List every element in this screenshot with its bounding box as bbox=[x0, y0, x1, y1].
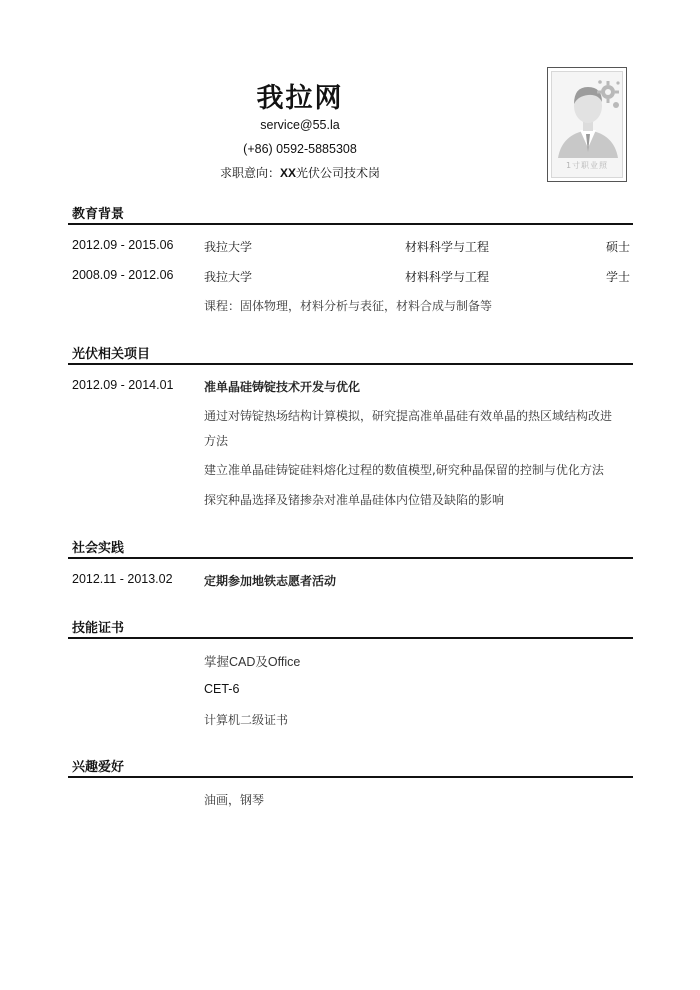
education-dates: 2012.09 - 2015.06 bbox=[72, 238, 174, 252]
phone-text: (+86) 0592-5885308 bbox=[243, 142, 357, 156]
section-title-social-practice: 社会实践 bbox=[72, 541, 125, 556]
section-divider bbox=[68, 776, 633, 778]
project-dates: 2012.09 - 2014.01 bbox=[72, 378, 174, 392]
education-degree: 学士 bbox=[605, 270, 630, 284]
photo-placeholder bbox=[551, 71, 623, 178]
objective-company: XX bbox=[279, 166, 296, 180]
job-objective bbox=[150, 164, 450, 181]
project-detail-line: 方法 bbox=[204, 434, 229, 448]
resume-header bbox=[0, 0, 700, 200]
education-dates: 2008.09 - 2012.06 bbox=[72, 268, 174, 282]
profile-photo bbox=[547, 67, 627, 182]
photo-caption: 1寸职业照 bbox=[565, 161, 609, 170]
section-divider bbox=[68, 557, 633, 559]
section-title-projects: 光伏相关项目 bbox=[72, 347, 151, 362]
section-title-education: 教育背景 bbox=[72, 207, 125, 222]
project-detail-line: 通过对铸锭热场结构计算模拟，研究提高准单晶硅有效单晶的热区域结构改进 bbox=[204, 409, 613, 423]
email-text: service@55.la bbox=[260, 118, 340, 132]
section-divider bbox=[68, 637, 633, 639]
objective-role: 光伏公司技术岗 bbox=[296, 166, 381, 180]
skill-item: 掌握CAD及Office bbox=[204, 655, 301, 669]
education-school: 我拉大学 bbox=[204, 240, 253, 254]
objective-label: 求职意向： bbox=[219, 166, 280, 180]
section-divider bbox=[68, 363, 633, 365]
hobbies-text: 油画，钢琴 bbox=[204, 793, 265, 807]
section-divider bbox=[68, 223, 633, 225]
project-detail-line: 建立准单晶硅铸锭硅料熔化过程的数值模型,研究种晶保留的控制与优化方法 bbox=[204, 463, 604, 477]
education-major: 材料科学与工程 bbox=[405, 240, 490, 254]
section-title-skills: 技能证书 bbox=[72, 621, 125, 636]
social-activity: 定期参加地铁志愿者活动 bbox=[204, 574, 337, 588]
skill-item: CET-6 bbox=[204, 682, 240, 696]
education-degree: 硕士 bbox=[605, 240, 630, 254]
section-title-hobbies: 兴趣爱好 bbox=[72, 760, 125, 775]
education-major: 材料科学与工程 bbox=[405, 270, 490, 284]
education-school: 我拉大学 bbox=[204, 270, 253, 284]
applicant-name: 我拉网 bbox=[256, 83, 344, 114]
education-courses: 课程：固体物理，材料分析与表征，材料合成与制备等 bbox=[204, 299, 493, 313]
project-name: 准单晶硅铸锭技术开发与优化 bbox=[204, 380, 361, 394]
skill-item: 计算机二级证书 bbox=[204, 713, 289, 727]
social-dates: 2012.11 - 2013.02 bbox=[72, 572, 173, 586]
project-detail-line: 探究种晶选择及锗掺杂对准单晶硅体内位错及缺陷的影响 bbox=[204, 493, 505, 507]
